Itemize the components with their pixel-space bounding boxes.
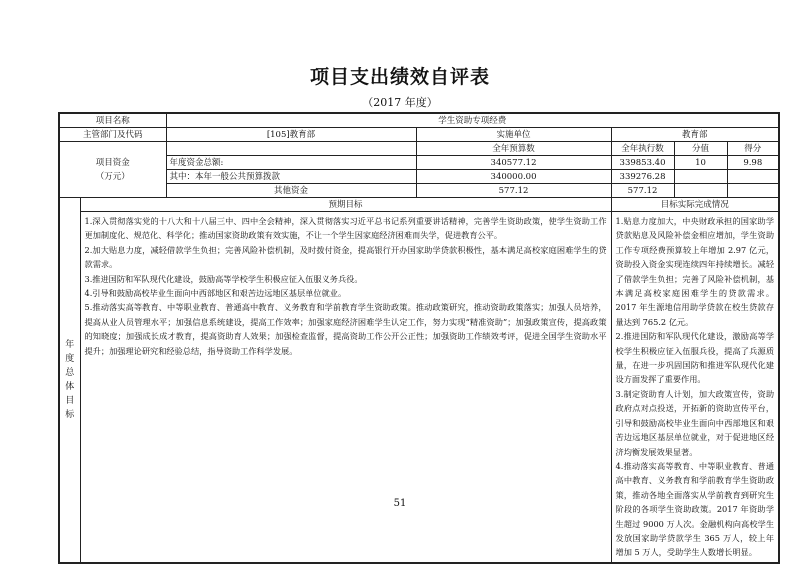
funds-row-budget: 340577.12 — [416, 156, 611, 170]
funds-label-line2: （万元） — [95, 171, 130, 182]
funds-row-other — [59, 184, 779, 198]
funds-row-label: 其他资金 — [166, 184, 416, 198]
funds-row-total — [59, 156, 779, 170]
expected-item: 3.推进国防和军队现代化建设，鼓励高等学校学生积极应征入伍服义务兵役。 — [84, 273, 363, 284]
expected-item: 4.引导和鼓励高校毕业生面向中西部地区和艰苦边远地区基层单位就业。 — [84, 288, 347, 299]
actual-results — [611, 212, 779, 563]
header-execution: 全年执行数 — [611, 142, 674, 156]
objectives-label-line3: 目标 — [65, 395, 75, 420]
funds-row-budget: 577.12 — [416, 184, 611, 198]
funds-header-blank — [166, 142, 416, 156]
funds-row-label: 年度资金总额: — [166, 156, 416, 170]
objectives-label-line2: 总体 — [65, 367, 75, 392]
funds-row-points — [727, 170, 779, 184]
actual-item: 2.推进国防和军队现代化建设，激励高等学校学生积极应征入伍服兵役，提高了兵源质量，在进一步巩固国防和推进军队现代化建设方面发挥了重要作用。 — [615, 331, 775, 385]
report-year: （2017 年度） — [362, 96, 438, 109]
expected-item: 1.深入贯彻落实党的十八大和十八届三中、四中全会精神，深入贯彻落实习近平总书记系列重要讲话精神，完善学生资助政策，使学生资助工作更加制度化、规范化、科学化；推动国家资助政策有效实施，不让一个学生因家庭经济困难而失学，促进教育公平。 — [84, 216, 607, 241]
funds-label-line1: 项目资金 — [95, 157, 130, 168]
actual-item: 3.制定资助育人计划，加大政策宣传，资助政府点对点投送，开拓新的资助宣传平台，引导和鼓励高校毕业生面向中西部地区和艰苦边远地区基层单位就业，对于促进地区经济均衡发展效果显著。 — [615, 388, 775, 457]
funds-row-score — [674, 184, 727, 198]
page-title: 项目支出绩效自评表 — [309, 66, 490, 88]
expected-item: 5.推动落实高等教育、中等职业教育、普通高中教育、义务教育和学前教育学生资助政策。推动政策研究，推动资助政策落实；加强人员培养，提高从业人员管理水平；加强信息系统建设，提高工作效率；加强家庭经济困难学生认定工作，努力实现“精准资助”；加强政策宣传，提高政策的知晓度；加强成长成才教育，提高资助育人效果；加强检查监督，提高资助工作公开公正性；加强资助工作绩效考评，促进全国学生资助水平提升；加强理论研究和经验总结，指导资助工作科学发展。 — [84, 302, 607, 356]
objectives-content-row — [59, 212, 779, 563]
dept-row — [59, 128, 779, 142]
header-points: 得分 — [727, 142, 779, 156]
project-name-label: 项目名称 — [59, 113, 166, 128]
funds-row-label: 其中：本年一般公共预算拨款 — [166, 170, 416, 184]
funds-header-row — [59, 142, 779, 156]
expected-objectives — [80, 212, 611, 563]
expected-header: 预期目标 — [80, 198, 611, 212]
project-name-value: 学生资助专项经费 — [166, 113, 779, 128]
performance-table — [58, 112, 780, 564]
dept-value: [105]教育部 — [166, 128, 416, 142]
funds-row-score — [674, 170, 727, 184]
expected-item: 2.加大贴息力度，减轻借款学生负担；完善风险补偿机制，及时拨付资金，提高银行开办国家助学贷款积极性，基本满足高校家庭困难学生的贷款需求。 — [84, 244, 607, 270]
page-number: 51 — [393, 498, 407, 509]
funds-row-execution: 339276.28 — [611, 170, 674, 184]
dept-label: 主管部门及代码 — [59, 128, 166, 142]
impl-unit-value: 教育部 — [611, 128, 779, 142]
header-score: 分值 — [674, 142, 727, 156]
funds-row-score: 10 — [674, 156, 727, 170]
objectives-label-line1: 年度 — [65, 339, 75, 364]
funds-row-budget: 340000.00 — [416, 170, 611, 184]
funds-row-public — [59, 170, 779, 184]
funds-row-points — [727, 184, 779, 198]
objectives-header-row — [59, 198, 779, 212]
funds-row-execution: 577.12 — [611, 184, 674, 198]
actual-header: 目标实际完成情况 — [611, 198, 779, 212]
project-name-row — [59, 113, 779, 128]
actual-item: 4.推动落实高等教育、中等职业教育、普通高中教育、义务教育和学前教育学生资助政策，推动各地全面落实从学前教育到研究生阶段的各项学生资助政策。2017 年资助学生超过 9000 万人次。金融机构向高校学生发放国家助学贷款学生 365 万人，较上年增加 5 万人，受助学生人数增长明显。 — [615, 460, 775, 558]
funds-label — [59, 142, 166, 198]
impl-unit-label: 实施单位 — [416, 128, 611, 142]
header-budget: 全年预算数 — [416, 142, 611, 156]
actual-item: 1.贴息力度加大，中央财政承担的国家助学贷款贴息及风险补偿金相应增加，学生资助工作专项经费预算较上年增加 2.97 亿元，资助投入资金实现连续四年持续增长。减轻了借款学生负担；完善了风险补偿机制，基本满足高校家庭困难学生的贷款需求。2017 年生源地信用助学贷款在校生贷款存量达到 765.2 亿元。 — [615, 216, 775, 327]
funds-row-execution: 339853.40 — [611, 156, 674, 170]
funds-row-points: 9.98 — [727, 156, 779, 170]
